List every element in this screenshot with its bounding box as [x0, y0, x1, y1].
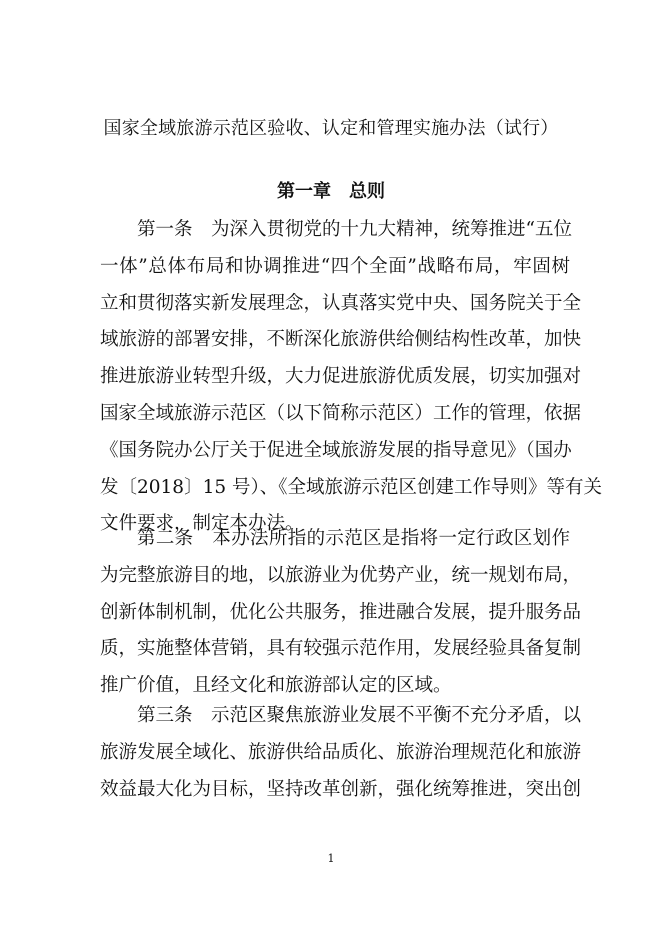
article-2-line-2: 为完整旅游目的地，以旅游业为优势产业，统一规划布局， [100, 564, 582, 586]
article-1-line-5: 推进旅游业转型升级，大力促进旅游优质发展，切实加强对 [100, 366, 582, 388]
article-3 [100, 698, 582, 808]
article-1-line-8: 发〔2018〕15 号）、《全域旅游示范区创建工作导则》等有关 [100, 476, 603, 498]
document-title: 国家全域旅游示范区验收、认定和管理实施办法（试行） [103, 118, 559, 139]
article-3-line-3: 效益最大化为目标，坚持改革创新，强化统筹推进，突出创 [100, 778, 582, 800]
article-1-line-3: 立和贯彻落实新发展理念，认真落实党中央、国务院关于全 [100, 292, 582, 314]
article-1-line-4: 域旅游的部署安排，不断深化旅游供给侧结构性改革，加快 [100, 329, 582, 351]
article-2-line-5: 推广价值，且经文化和旅游部认定的区域。 [100, 675, 452, 697]
article-1-line-2: 一体”总体布局和协调推进“四个全面”战略布局，牢固树 [100, 255, 570, 277]
article-3-line-1: 第三条 示范区聚焦旅游业发展不平衡不充分矛盾，以 [137, 705, 582, 726]
chapter-title: 第一章 总则 [277, 181, 385, 202]
article-1-line-1: 第一条 为深入贯彻党的十九大精神，统筹推进“五位 [137, 219, 572, 240]
article-1-line-6: 国家全域旅游示范区（以下简称示范区）工作的管理，依据 [100, 402, 582, 424]
article-2-line-3: 创新体制机制，优化公共服务，推进融合发展，提升服务品 [100, 601, 582, 623]
article-1-line-9: 文件要求，制定本办法。 [100, 513, 304, 535]
article-3-line-2: 旅游发展全域化、旅游供给品质化、旅游治理规范化和旅游 [100, 741, 582, 763]
article-2 [100, 521, 582, 705]
article-1 [100, 212, 603, 543]
article-2-line-1: 第二条 本办法所指的示范区是指将一定行政区划作 [137, 528, 570, 549]
article-2-line-4: 质，实施整体营销，具有较强示范作用，发展经验具备复制 [100, 638, 582, 660]
page-number: 1 [327, 852, 335, 865]
article-1-line-7: 《国务院办公厅关于促进全域旅游发展的指导意见》（国办 [100, 439, 572, 461]
